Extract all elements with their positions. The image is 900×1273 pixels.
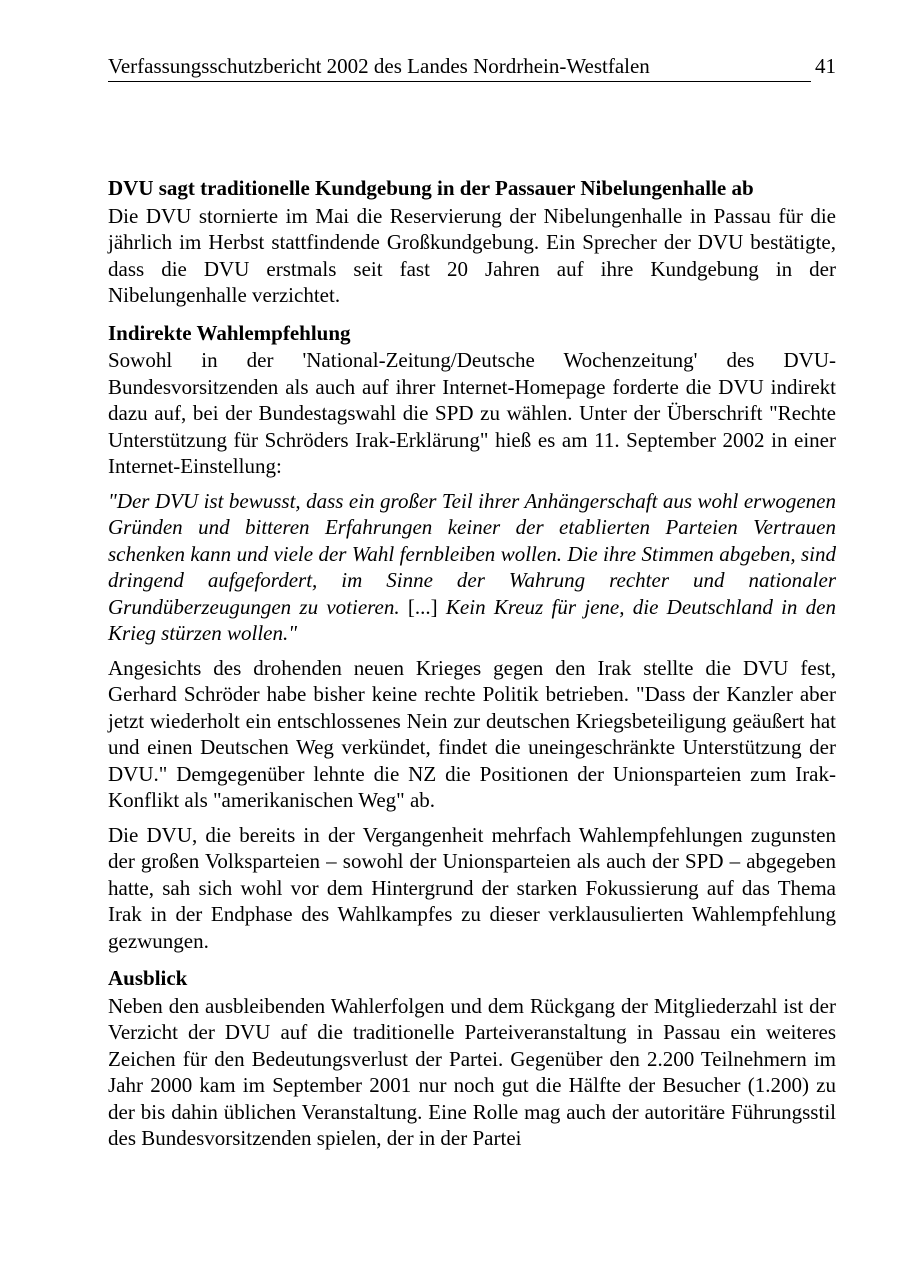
quote-part-1: "Der DVU ist bewusst, dass ein großer Teil ihrer Anhängerschaft aus wohl erwogenen Gründen und bitteren Erfahrungen keiner der etablierten Parteien Vertrauen schenken kann und viele der Wahl fernbleiben wollen. Die ihre Stimmen abgeben, sind dringend aufgefordert, im Sinne der Wahrung rechter und nationaler Grundüberzeugungen zu votieren. xyxy=(108,488,836,619)
header-title: Verfassungsschutzbericht 2002 des Landes Nordrhein-Westfalen xyxy=(108,54,650,78)
page-number: 41 xyxy=(815,54,836,78)
section-heading-wahlempfehlung: Indirekte Wahlempfehlung xyxy=(108,320,351,345)
paragraph-wahlempfehlung-intro: Sowohl in der 'National-Zeitung/Deutsche Wochenzeitung' des DVU-Bundesvorsitzenden als auch auf ihrer Internet-Homepage forderte die DVU indirekt dazu auf, bei der Bundestagswahl die SPD zu wählen. Unter der Überschrift "Rechte Unterstützung für Schröders Irak-Erklärung" hieß es am 11. September 2002 in einer Internet-Einstellung: xyxy=(108,348,836,478)
paragraph-kundgebung: Die DVU stornierte im Mai die Reservierung der Nibelungenhalle in Passau für die jährlich im Herbst stattfindende Großkundgebung. Ein Sprecher der DVU bestätigte, dass die DVU erstmals seit fast 20 Jahren auf ihre Kundgebung in der Nibelungenhalle verzichtet. xyxy=(108,203,836,307)
page-header xyxy=(108,50,836,82)
paragraph-irak-krieg: Angesichts des drohenden neuen Krieges gegen den Irak stellte die DVU fest, Gerhard Schröder habe bisher keine rechte Politik betrieben. "Dass der Kanzler aber jetzt wiederholt ein entschlossenes Nein zur deutschen Kriegsbeteiligung geäußert hat und einen Deutschen Weg verkündet, findet die uneingeschränkte Unterstützung der DVU." Demgegenüber lehnte die NZ die Positionen der Unionsparteien zum Irak-Konflikt als "amerikanischen Weg" ab. xyxy=(108,655,836,812)
block-quote xyxy=(108,488,836,647)
paragraph-volksparteien: Die DVU, die bereits in der Vergangenheit mehrfach Wahlempfehlungen zugunsten der großen Volksparteien – sowohl der Unionsparteien als auch der SPD – abgegeben hatte, sah sich wohl vor dem Hintergrund der starken Fokussierung auf das Thema Irak in der Endphase des Wahlkampfes zu dieser verklausulierten Wahlempfehlung gezwungen. xyxy=(108,822,836,953)
quote-part-2: Kein Kreuz für jene, die Deutschland in den Krieg stürzen wollen." xyxy=(108,594,837,645)
header-rule xyxy=(108,81,811,82)
quote-ellipsis: [...] xyxy=(407,594,438,619)
paragraph-ausblick: Neben den ausbleibenden Wahlerfolgen und dem Rückgang der Mitgliederzahl ist der Verzicht der DVU auf die traditionelle Parteiveranstaltung in Passau ein weiteres Zeichen für den Bedeutungsverlust der Partei. Gegenüber den 2.200 Teilnehmern im Jahr 2000 kam im September 2001 nur noch gut die Hälfte der Besucher (1.200) zu der bis dahin üblichen Veranstaltung. Eine Rolle mag auch der autoritäre Führungsstil des Bundesvorsitzenden spielen, der in der Partei xyxy=(108,993,836,1150)
document-body xyxy=(108,172,836,1152)
section-heading-kundgebung: DVU sagt traditionelle Kundgebung in der Passauer Nibelungenhalle ab xyxy=(108,176,754,200)
section-heading-ausblick: Ausblick xyxy=(108,966,188,990)
